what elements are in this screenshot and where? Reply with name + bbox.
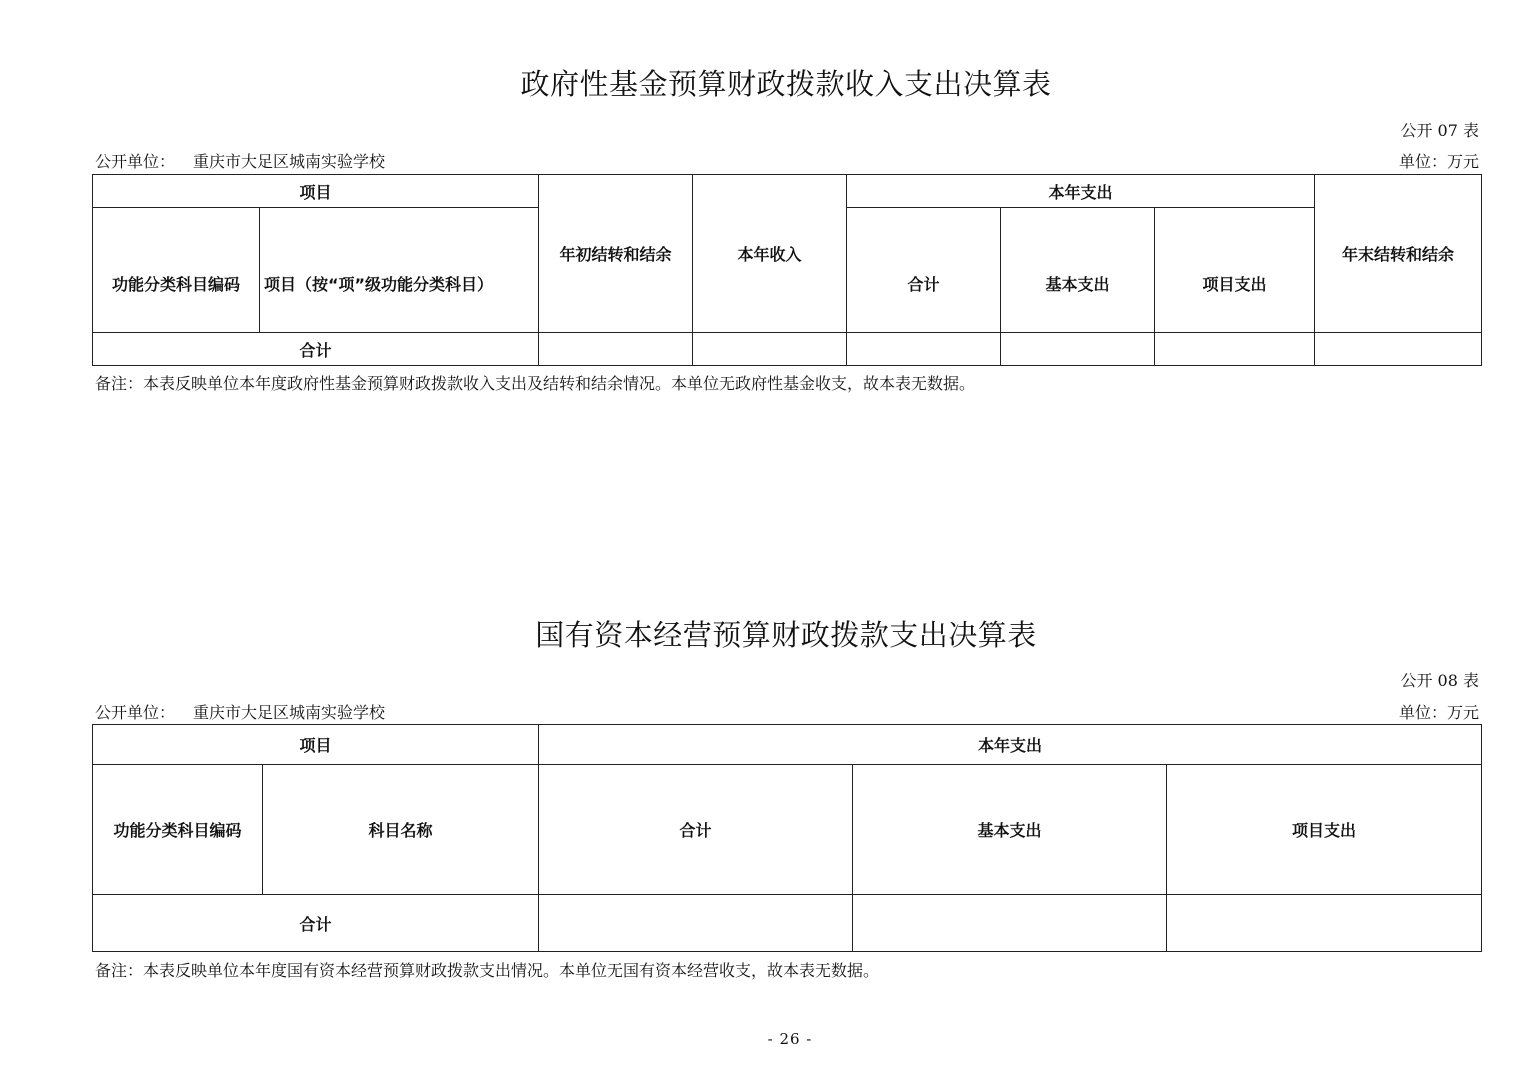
table07-note: 备注：本表反映单位本年度政府性基金预算财政拨款收入支出及结转和结余情况。本单位无政府性基金收支，故本表无数据。: [95, 374, 976, 393]
t07-total-basic: [1001, 333, 1155, 366]
table08-note: 备注：本表反映单位本年度国有资本经营预算财政拨款支出情况。本单位无国有资本经营收支，故本表无数据。: [95, 961, 880, 980]
t08-total-project: [1167, 895, 1482, 952]
table07-currency: 单位：万元: [1398, 152, 1479, 171]
page-number: - 26 -: [767, 1030, 813, 1048]
table07-unit-label: 公开单位：: [95, 152, 176, 171]
t07-header-expense: 本年支出: [847, 175, 1315, 208]
t07-header-item-name: 项目（按“项”级功能分类科目）: [260, 208, 539, 333]
t07-total-row: [93, 333, 1482, 366]
t08-header-subject-name: 科目名称: [263, 765, 539, 895]
table08-number: 公开 08 表: [1400, 671, 1479, 690]
t07-total-total: [847, 333, 1001, 366]
t08-header-project: 项目支出: [1167, 765, 1482, 895]
t07-total-income: [693, 333, 847, 366]
t08-header-func-code: 功能分类科目编码: [93, 765, 263, 895]
t07-header-item: 项目: [93, 175, 539, 208]
t08-header-item: 项目: [93, 725, 539, 765]
t07-header-end-balance: 年末结转和结余: [1315, 175, 1482, 333]
t08-header-expense: 本年支出: [539, 725, 1482, 765]
table08-unit-label: 公开单位：: [95, 703, 176, 722]
t07-header-func-code: 功能分类科目编码: [93, 208, 260, 333]
table08: [92, 724, 1482, 952]
t07-header-total: 合计: [847, 208, 1001, 333]
table07: [92, 174, 1482, 366]
t07-total-label: 合计: [93, 333, 539, 366]
t07-total-end-balance: [1315, 333, 1482, 366]
table07-unit-name: 重庆市大足区城南实验学校: [193, 152, 386, 171]
t08-total-total: [539, 895, 853, 952]
t08-total-row: [93, 895, 1482, 952]
table08-title: 国有资本经营预算财政拨款支出决算表: [535, 618, 1037, 652]
t07-header-income: 本年收入: [693, 175, 847, 333]
t08-header-total: 合计: [539, 765, 853, 895]
t08-total-label: 合计: [93, 895, 539, 952]
t08-total-basic: [853, 895, 1167, 952]
t07-header-begin-balance: 年初结转和结余: [539, 175, 693, 333]
t08-header-basic: 基本支出: [853, 765, 1167, 895]
t07-total-project: [1155, 333, 1315, 366]
table07-title: 政府性基金预算财政拨款收入支出决算表: [520, 67, 1052, 101]
t07-total-begin-balance: [539, 333, 693, 366]
t07-header-project: 项目支出: [1155, 208, 1315, 333]
t07-header-basic: 基本支出: [1001, 208, 1155, 333]
table08-currency: 单位：万元: [1398, 703, 1479, 722]
table08-unit-name: 重庆市大足区城南实验学校: [193, 703, 386, 722]
table07-number: 公开 07 表: [1400, 121, 1479, 140]
